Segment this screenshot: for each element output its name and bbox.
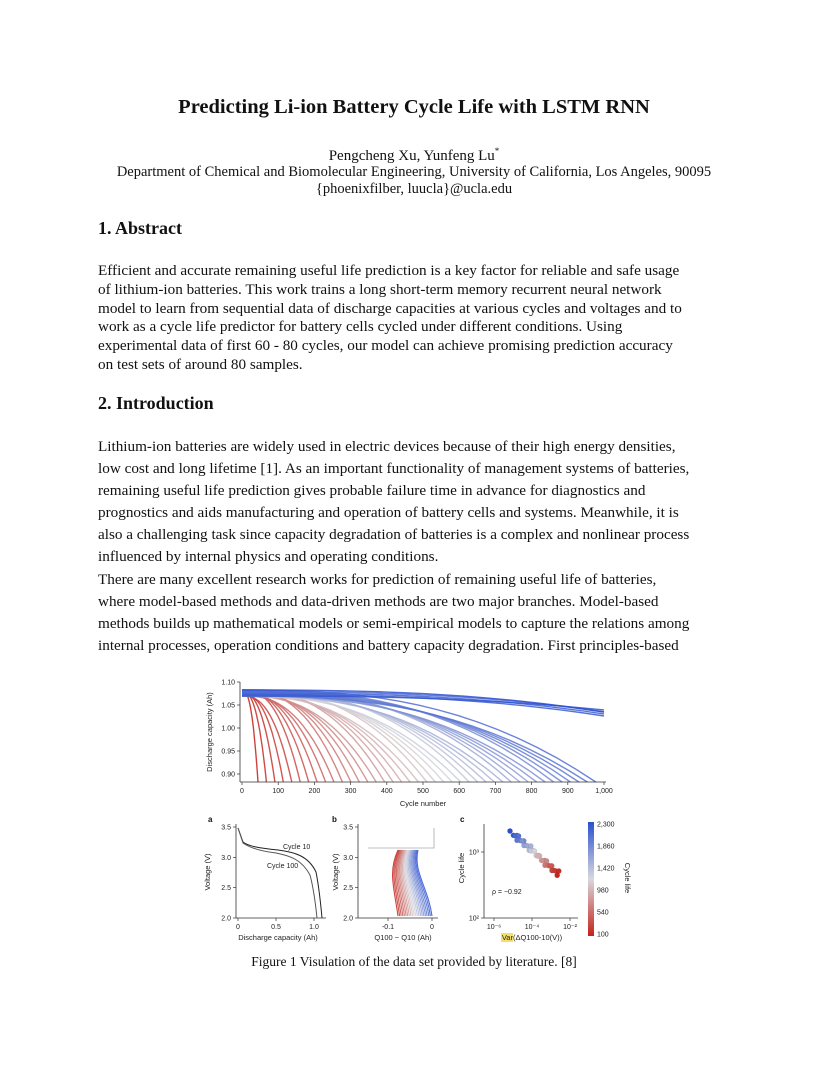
panel-c-x-tick-label: 10⁻⁶ xyxy=(486,924,502,931)
capacity-x-label: Cycle number xyxy=(399,799,447,808)
corresponding-mark: * xyxy=(494,146,500,156)
figure-graphic xyxy=(198,672,630,948)
intro-line: where model-based methods and data-driven methods are two major branches. Model-based xyxy=(98,592,659,610)
panel-b-curves xyxy=(368,828,434,916)
abstract-heading: 1. Abstract xyxy=(98,218,182,238)
panel-c-y-tick-label: 10³ xyxy=(468,849,479,857)
panel-b-x-tick-label: 0 xyxy=(430,924,434,931)
capacity-x-tick-label: 200 xyxy=(308,788,321,795)
intro-line: internal processes, operation conditions and battery capacity degradation. First principles-based xyxy=(98,636,679,654)
panel-c-points xyxy=(507,828,561,878)
panel-c-y-tick-label: 10² xyxy=(468,915,479,923)
intro-line: prognostics and aids manufacturing and operation of battery cells and systems. Meanwhile, it is xyxy=(98,504,679,522)
paper-affiliation: Department of Chemical and Biomolecular Engineering, University of California, Los Angeles, 90095 xyxy=(116,164,712,180)
intro-line: methods builds up mathematical models or semi-empirical models to capture the relations among xyxy=(98,614,690,632)
panel-c-y-label: Cycle life xyxy=(457,852,466,884)
capacity-curves xyxy=(242,690,604,782)
intro-line: There are many excellent research works for prediction of remaining useful life of batteries, xyxy=(98,570,657,588)
colorbar-tick-label: 100 xyxy=(597,931,609,939)
panel-c-point xyxy=(507,828,512,833)
abstract-line: experimental data of first 60 - 80 cycles, our model can achieve promising prediction accuracy xyxy=(98,337,673,355)
abstract-line: of lithium-ion batteries. This work trains a long short-term memory recurrent neural network xyxy=(98,280,662,298)
intro-line: Lithium-ion batteries are widely used in electric devices because of their high energy densities, xyxy=(98,438,676,455)
capacity-x-tick-label: 900 xyxy=(561,788,574,795)
abstract-line: model to learn from sequential data of discharge capacities at various cycles and voltages and to xyxy=(98,299,682,317)
panel-c xyxy=(457,815,578,942)
capacity-y-tick-label: 1.10 xyxy=(221,679,235,687)
panel-c-x-tick-label: 10⁻⁴ xyxy=(524,924,540,931)
capacity-curve xyxy=(242,693,275,782)
intro-line: low cost and long lifetime [1]. As an important functionality of management systems of batteries, xyxy=(98,460,690,478)
cycle10-label: Cycle 10 xyxy=(283,844,311,851)
panel-b xyxy=(331,815,438,942)
intro-line: influenced by internal physics and operating conditions. xyxy=(98,548,439,566)
intro-line: remaining useful life prediction gives probable failure time in advance for diagnostics and xyxy=(98,482,646,500)
capacity-curve xyxy=(242,690,258,782)
panel-b-curve xyxy=(368,828,434,848)
panel-a-y-tick-label: 3.0 xyxy=(221,854,231,862)
capacity-x-tick-label: 300 xyxy=(344,788,357,795)
paper-title: Predicting Li-ion Battery Cycle Life with LSTM RNN xyxy=(178,96,650,118)
panel-a-x-tick-label: 1.0 xyxy=(309,924,319,931)
panel-a-x-tick-label: 0 xyxy=(236,924,240,931)
capacity-curve xyxy=(242,696,461,782)
panel-c-x-label: Var(ΔQ100-10(V)) xyxy=(501,933,563,942)
panel-b-y-tick-label: 3.5 xyxy=(343,824,353,832)
panel-a-y-label: Voltage (V) xyxy=(203,853,212,891)
capacity-x-tick-label: 700 xyxy=(489,788,502,795)
panel-b-y-tick-label: 2.0 xyxy=(343,915,353,923)
correlation-annotation: ρ = −0.92 xyxy=(492,889,522,896)
intro-line: also a challenging task since capacity degradation of batteries is a complex and nonlinear process xyxy=(98,526,690,544)
panel-c-label: c xyxy=(460,815,465,824)
panel-b-y-tick-label: 3.0 xyxy=(343,854,353,862)
author-names: Pengcheng Xu, Yunfeng Lu xyxy=(328,148,495,164)
paper-email: {phoenixfilber, luucla}@ucla.edu xyxy=(315,181,513,197)
colorbar-tick-label: 980 xyxy=(597,887,609,895)
introduction-body xyxy=(98,436,738,657)
abstract-line: Efficient and accurate remaining useful life prediction is a key factor for reliable and safe usage xyxy=(98,262,680,279)
introduction-heading: 2. Introduction xyxy=(98,393,214,413)
colorbar-tick-label: 540 xyxy=(597,909,609,917)
capacity-curve xyxy=(242,695,537,783)
figure-1 xyxy=(198,672,630,948)
figure-caption: Figure 1 Visulation of the data set provided by literature. [8] xyxy=(251,954,577,969)
abstract-line: on test sets of around 80 samples. xyxy=(98,355,303,373)
panel-c-x-tick-label: 10⁻² xyxy=(563,924,577,931)
panel-c-point xyxy=(555,873,560,878)
capacity-x-tick-label: 600 xyxy=(453,788,466,795)
capacity-panel xyxy=(205,680,613,809)
paper-authors xyxy=(0,146,828,165)
panel-c-point xyxy=(535,853,540,858)
panel-b-label: b xyxy=(332,815,337,824)
colorbar-gradient xyxy=(588,822,594,936)
panel-a-y-tick-label: 3.5 xyxy=(221,824,231,832)
capacity-x-tick-label: 500 xyxy=(417,788,429,795)
capacity-x-tick-label: 800 xyxy=(525,788,538,795)
panel-b-y-tick-label: 2.5 xyxy=(343,885,353,893)
panel-a-y-tick-label: 2.5 xyxy=(221,885,231,893)
capacity-x-tick-label: 1,000 xyxy=(595,788,613,795)
panel-a xyxy=(203,815,326,942)
capacity-y-tick-label: 1.05 xyxy=(221,702,235,710)
capacity-y-tick-label: 1.00 xyxy=(221,725,235,733)
panel-a-x-tick-label: 0.5 xyxy=(271,924,281,931)
panel-a-y-tick-label: 2.0 xyxy=(221,915,231,923)
panel-b-x-tick-label: -0.1 xyxy=(381,924,395,931)
colorbar-tick-label: 1,860 xyxy=(597,843,615,851)
colorbar-tick-label: 2,300 xyxy=(597,821,615,829)
cycle100-label: Cycle 100 xyxy=(267,863,299,870)
abstract-body xyxy=(98,262,738,375)
panel-a-x-label: Discharge capacity (Ah) xyxy=(238,933,318,942)
panel-a-label: a xyxy=(208,815,213,824)
capacity-y-label: Discharge capacity (Ah) xyxy=(205,692,214,772)
capacity-y-tick-label: 0.90 xyxy=(221,771,235,779)
capacity-curve xyxy=(242,695,579,783)
capacity-x-tick-label: 0 xyxy=(240,788,244,795)
capacity-y-tick-label: 0.95 xyxy=(221,748,235,756)
colorbar-tick-label: 1,420 xyxy=(597,865,615,873)
panel-b-y-label: Voltage (V) xyxy=(331,853,340,891)
colorbar-label: Cycle life xyxy=(623,862,632,894)
panel-b-x-label: Q100 − Q10 (Ah) xyxy=(374,933,432,942)
capacity-x-tick-label: 400 xyxy=(380,788,393,795)
abstract-line: work as a cycle life predictor for battery cells cycled under different conditions. Using xyxy=(98,318,623,336)
colorbar xyxy=(588,822,632,939)
capacity-x-tick-label: 100 xyxy=(272,788,285,795)
